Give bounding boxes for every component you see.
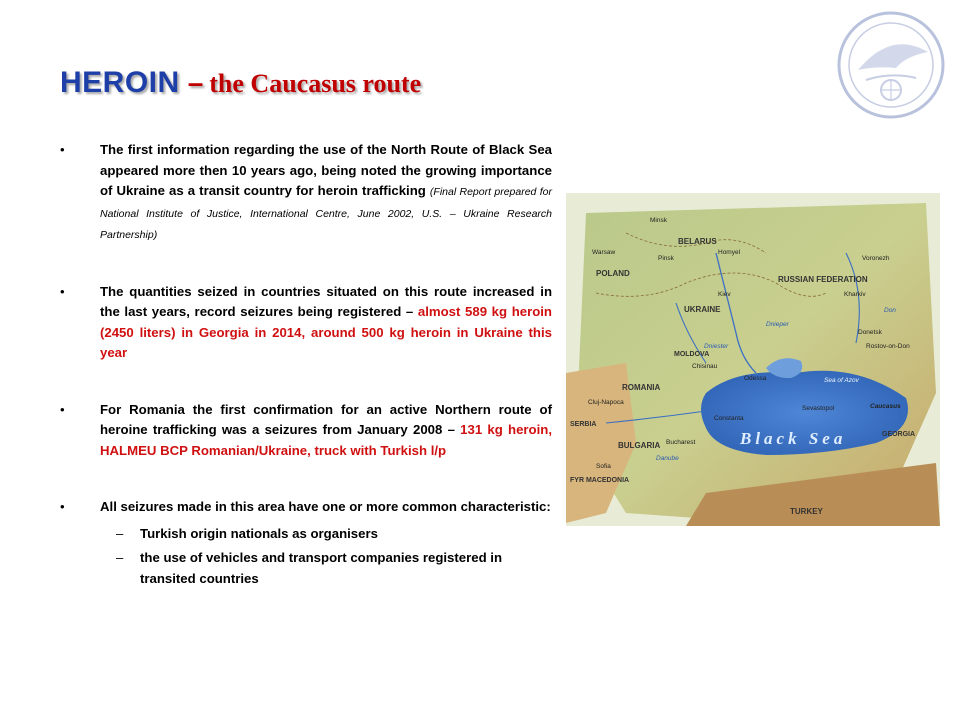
title-dash: – [187,67,204,98]
bullet-symbol: • [60,283,65,299]
sub-item-text: the use of vehicles and transport companies registered in transited countries [140,550,503,586]
map-city: Donetsk [858,329,882,336]
bullet-text: All seizures made in this area have one or more common characteristic: [100,499,551,514]
map-city: Sevastopol [802,405,835,412]
sub-list-item [60,524,552,545]
bullet-symbol: • [60,499,65,514]
sub-bullet-symbol: – [116,550,124,565]
map-river-label: Danube [656,455,679,462]
map-city: Rostov-on-Don [866,343,910,350]
map-river-label: Dniester [704,343,729,350]
list-item [60,140,552,246]
list-item [60,400,552,462]
emblem-logo-icon [836,10,946,120]
map-label-romania: ROMANIA [622,383,661,392]
bullet-symbol: • [60,401,65,417]
black-sea-region-map [566,193,940,526]
map-label-russia: RUSSIAN FEDERATION [778,275,868,284]
map-label-poland: POLAND [596,269,630,278]
bullet-symbol: • [60,142,65,157]
map-city: Homyel [718,249,741,256]
map-label-macedonia: FYR MACEDONIA [570,477,630,484]
title-main: HEROIN [60,66,180,99]
map-label-bulgaria: BULGARIA [618,441,661,450]
map-city: Odessa [744,375,767,382]
map-label-serbia: SERBIA [570,421,597,428]
map-city: Kharkiv [844,291,866,298]
map-city: Kiev [718,291,731,298]
slide-title [60,66,421,100]
map-city: Minsk [650,217,667,224]
map-city: Chisinau [692,363,718,370]
map-city: Warsaw [592,249,616,256]
sub-list-item [60,548,552,589]
sub-bullet-symbol: – [116,525,124,541]
map-city: Constanta [714,415,744,422]
map-city: Sofia [596,463,611,470]
map-region-label: Caucasus [870,403,901,410]
bullet-citation: (Final Report prepared for National Institute of Justice, International Centre, June 2002, U.S. – Ukraine Research Partnership) [100,186,552,241]
map-label-ukraine: UKRAINE [684,305,721,314]
bullet-highlight: almost 589 kg heroin (2450 liters) in Georgia in 2014, around 500 kg heroin in Ukraine this year [100,304,552,360]
list-item [60,282,552,364]
map-label-moldova: MOLDOVA [674,351,710,358]
map-city: Cluj-Napoca [588,399,624,406]
map-city: Bucharest [666,439,696,446]
map-river-label: Don [884,307,896,314]
map-label-turkey: TURKEY [790,507,823,516]
map-sea-label: Black Sea [740,429,847,448]
map-city: Pinsk [658,255,674,262]
bullet-text: The first information regarding the use of the North Route of Black Sea appeared more then 10 years ago, being noted the growing importance of Ukraine as a transit country for heroin trafficking [100,142,552,198]
map-city: Voronezh [862,255,890,262]
bullet-text: The quantities seized in countries situated on this route increased in the last years, record seizures being registered – [100,283,552,319]
map-label-belarus: BELARUS [678,237,717,246]
sub-item-text: Turkish origin nationals as organisers [140,525,378,541]
bullet-list [60,140,552,589]
bullet-text: For Romania the first confirmation for an active Northern route of heroine trafficking was a seizures from January 2008 – [100,401,552,437]
map-label-georgia: GEORGIA [882,431,916,438]
map-river-label: Dnieper [766,321,789,328]
map-sea-label: Sea of Azov [824,377,859,384]
list-item [60,497,552,518]
bullet-highlight: 131 kg heroin, HALMEU BCP Romanian/Ukraine, truck with Turkish l/p [100,422,552,458]
title-subtitle: the Caucasus route [209,69,422,98]
